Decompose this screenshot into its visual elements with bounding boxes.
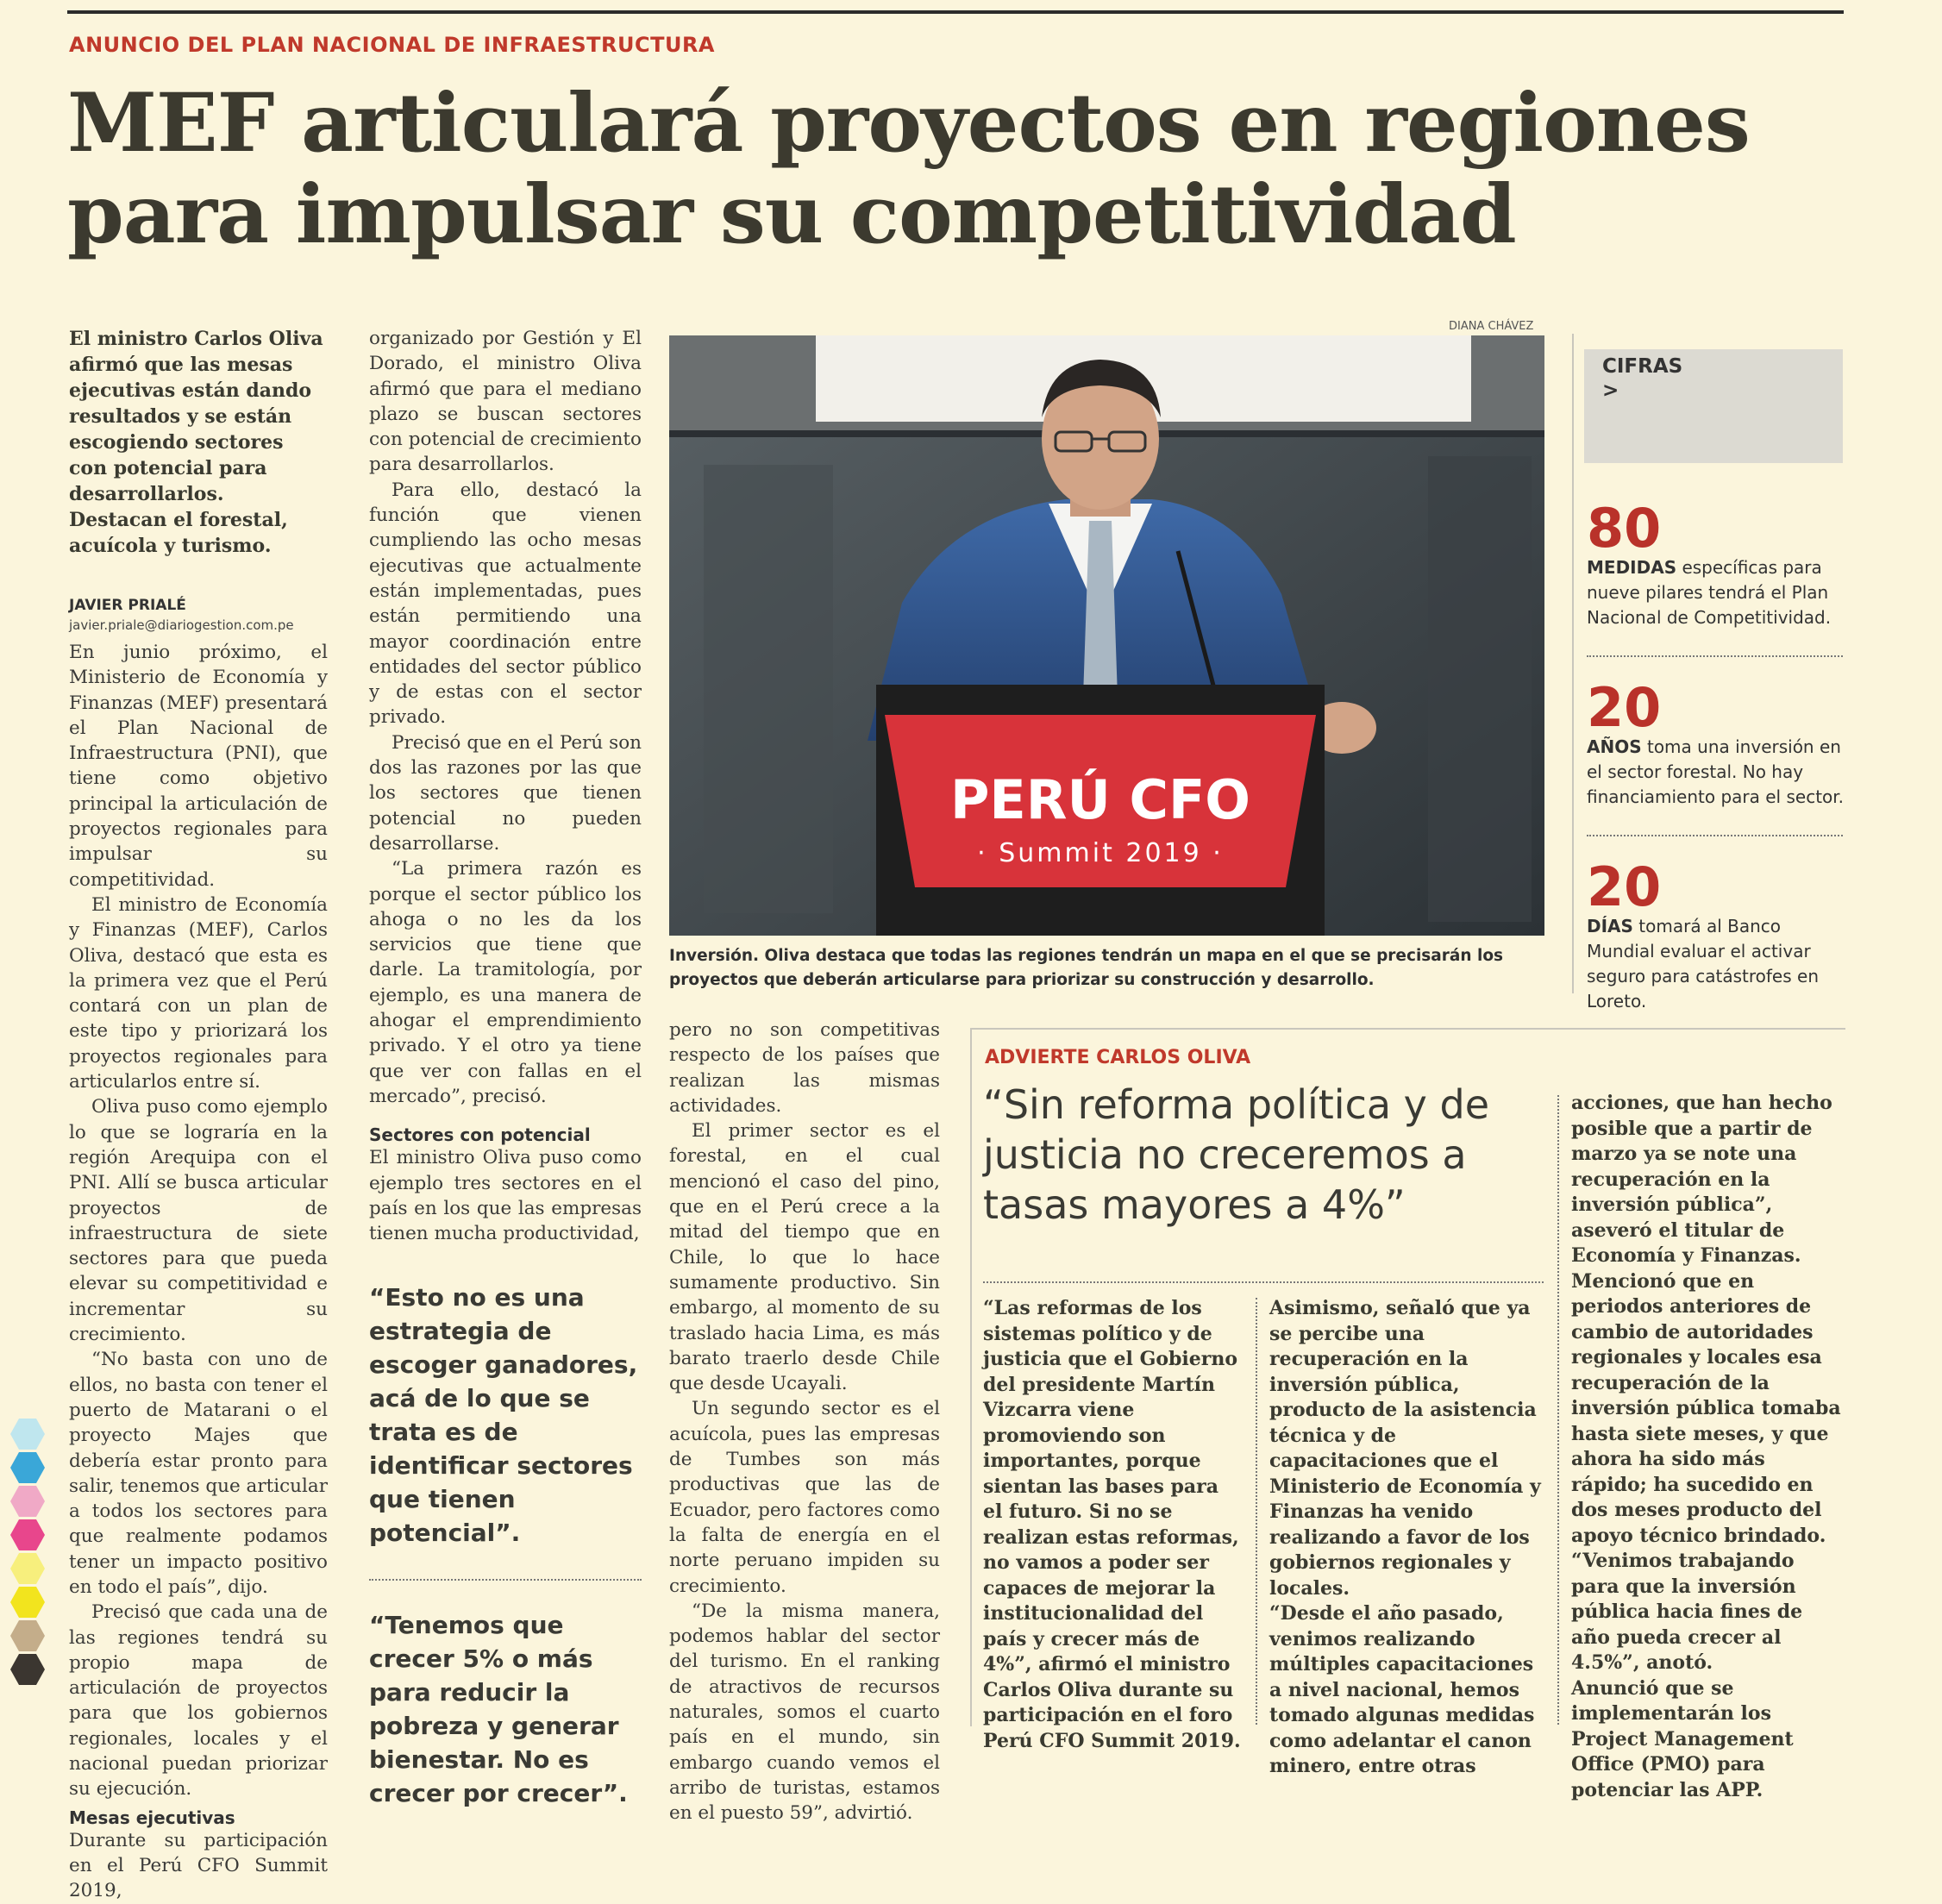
paragraph: organizado por Gestión y El Dorado, el ministro Oliva afirmó que para el mediano plazo se buscan sectores con potencial de crecimiento para desarrollarlos. — [369, 328, 642, 476]
pull-quote-1: “Esto no es una estrategia de escoger ganadores, acá de lo que se trata es de identificar sectores que tienen potencial”. — [369, 1283, 638, 1548]
subhead-sectores: Sectores con potencial — [369, 1124, 591, 1146]
paragraph: El ministro de Economía y Finanzas (MEF), Carlos Oliva, destacó que esta es la primera vez que el Perú contará con un plan de este tipo y priorizará los proyectos regionales para articularlos entre sí. — [69, 893, 328, 1093]
article-photo — [669, 335, 1544, 936]
paragraph: Durante su participación en el Perú CFO Summit 2019, — [69, 1829, 328, 1902]
stat-block — [1587, 676, 1845, 810]
box-column-3: acciones, que han hecho posible que a partir de marzo ya se note una recuperación en la inversión pública”, aseveró el titular de Economía y Finanzas. Mencionó que en periodos anteriores de cambio de autoridades regionales y locales esa recuperación de la inversión pública tomaba hasta siete meses, y que ahora ha sido más rápido; ha sucedido en dos meses producto del apoyo técnico brindado. “Venimos trabajando para que la inversión pública hacia fines de año pueda crecer al 4.5%”, anotó. Anunció que se implementarán los Project Management Office (PMO) para potenciar las APP. — [1571, 1092, 1841, 1801]
color-swatch — [10, 1519, 45, 1550]
color-swatch — [10, 1486, 45, 1517]
column-divider — [1557, 1095, 1559, 1725]
divider — [1587, 835, 1843, 836]
stat-block — [1587, 497, 1845, 630]
headline-line-1: MEF articulará proyectos en regiones — [67, 76, 1750, 171]
color-swatch — [10, 1452, 45, 1483]
paragraph: En junio próximo, el Ministerio de Economía y Finanzas (MEF) presentará el Plan Nacional de Infraestructura (PNI), que tiene como objetivo principal la articulación de proyectos regionales para impulsar su competitividad. — [69, 642, 328, 891]
box-left-rule — [970, 1028, 972, 1726]
box-top-rule — [970, 1028, 1845, 1030]
author-email: javier.priale@diariogestion.com.pe — [69, 617, 294, 633]
stat-number: 20 — [1587, 676, 1662, 739]
article-headline — [67, 78, 1878, 260]
photo-credit: DIANA CHÁVEZ — [1449, 320, 1534, 333]
divider — [983, 1281, 1544, 1283]
paragraph: “No basta con uno de ellos, no basta con tener el puerto de Matarani o el proyecto Majes que debería estar pronto para salir, tenemos que articular a todos los sectores para que realmente podamos tener un impacto positivo en todo el país”, dijo. — [69, 1349, 328, 1598]
paragraph: El primer sector es el forestal, en el cual mencionó el caso del pino, que en el Perú crece a la mitad del tiempo que en Chile, lo que lo hace sumamente productivo. Sin embargo, al momento de su traslado hacia Lima, es más barato traerlo desde Chile que desde Ucayali. — [669, 1120, 940, 1395]
chevron-right-icon: > — [1602, 379, 1619, 402]
pull-quote-2: “Tenemos que crecer 5% o más para reducir la pobreza y generar bienestar. No es crecer por crecer”. — [369, 1611, 628, 1808]
paragraph: El ministro Oliva puso como ejemplo tres sectores en el país en los que las empresas tienen mucha productividad, — [369, 1147, 642, 1245]
article-column-1 — [69, 326, 328, 1904]
headline-line-2: para impulsar su competitividad — [67, 167, 1516, 262]
box-column-1: “Las reformas de los sistemas político y de justicia que el Gobierno del presidente Martín Vizcarra viene promoviendo son importantes, porque sientan las bases para el futuro. Si no se realizan estas reformas, no vamos a poder ser capaces de mejorar la institucionalidad del país y crecer más de 4%”, afirmó el ministro Carlos Oliva durante su participación en el foro Perú CFO Summit 2019. — [983, 1297, 1241, 1752]
paragraph: Precisó que cada una de las regiones tendrá su propio mapa de articulación de proyectos para que los gobiernos regionales, locales y el nacional puedan priorizar su ejecución. — [69, 1601, 328, 1801]
caption-text: Oliva destaca que todas las regiones tendrán un mapa en el que se precisarán los proyectos que deberán articularse para priorizar su construcción y desarrollo. — [669, 947, 1504, 989]
color-swatch — [10, 1587, 45, 1618]
podium-subtitle: · Summit 2019 · — [977, 838, 1224, 868]
color-swatch — [10, 1654, 45, 1685]
paragraph: “De la misma manera, podemos hablar del sector del turismo. En el ranking de atractivos de recursos naturales, somos el cuarto país en el mundo, sin embargo cuando vemos el arribo de turistas, estamos en el puesto 59”, advirtió. — [669, 1600, 940, 1825]
box-column-2: Asimismo, señaló que ya se percibe una recuperación en la inversión pública, producto de la asistencia técnica y de capacitaciones que el Ministerio de Economía y Finanzas ha venido realizando a favor de los gobiernos regionales y locales. “Desde el año pasado, venimos realizando múltiples capacitaciones a nivel nacional, hemos tomado algunas medidas como adelantar el canon minero, entre otras — [1269, 1297, 1541, 1777]
photo-caption — [669, 944, 1549, 993]
color-swatch — [10, 1419, 45, 1450]
top-rule — [67, 10, 1844, 14]
divider — [369, 1579, 642, 1581]
sidebar-rule — [1572, 334, 1574, 993]
paragraph: Para ello, destacó la función que vienen cumpliendo las ocho mesas ejecutivas que actualmente están implementadas, pues están permitiendo una mayor coordinación entre entidades del sector público y de estas con el sector privado. — [369, 479, 642, 729]
column-divider — [1256, 1298, 1257, 1725]
divider — [1587, 655, 1843, 657]
color-swatches — [10, 1419, 45, 1688]
speaker-photo-illustration — [669, 335, 1544, 936]
article-column-2 — [369, 326, 642, 1810]
paragraph: Oliva puso como ejemplo lo que se lograría en la región Arequipa con el PNI. Allí se busca articular proyectos de infraestructura de siete sectores para que pueda elevar su competitividad e incrementar su crecimiento. — [69, 1096, 328, 1346]
stat-text: AÑOS toma una inversión en el sector forestal. No hay financiamiento para el sector. — [1587, 736, 1845, 807]
subhead-mesas: Mesas ejecutivas — [69, 1807, 235, 1828]
stat-number: 80 — [1587, 497, 1662, 560]
stat-text: MEDIDAS específicas para nueve pilares tendrá el Plan Nacional de Competitividad. — [1587, 557, 1832, 628]
byline: JAVIER PRIALÉ — [69, 597, 186, 614]
article-column-3 — [669, 1018, 940, 1826]
article-kicker: ANUNCIO DEL PLAN NACIONAL DE INFRAESTRUCTURA — [69, 33, 715, 57]
color-swatch — [10, 1553, 45, 1584]
stat-block — [1587, 855, 1845, 1014]
caption-label: Inversión. — [669, 947, 760, 965]
box-kicker: ADVIERTE CARLOS OLIVA — [985, 1047, 1251, 1068]
paragraph: “La primera razón es porque el sector público los ahoga o no les da los servicios que tiene que darle. La tramitología, por ejemplo, es una manera de ahogar el emprendimiento privado. Y el otro ya tiene que ver con fallas en el mercado”, precisó. — [369, 858, 642, 1107]
stat-text: DÍAS tomará al Banco Mundial evaluar el activar seguro para catástrofes en Loreto. — [1587, 916, 1819, 1012]
cifras-title: CIFRAS — [1602, 355, 1683, 378]
stat-number: 20 — [1587, 855, 1662, 918]
podium-title: PERÚ CFO — [949, 768, 1251, 831]
color-swatch — [10, 1620, 45, 1651]
article-lead: El ministro Carlos Oliva afirmó que las mesas ejecutivas están dando resultados y se están escogiendo sectores con potencial para desarrollarlos. Destacan el forestal, acuícola y turismo. — [69, 328, 323, 557]
paragraph: Un segundo sector es el acuícola, pues las empresas de Tumbes son más productivas que las de Ecuador, pero factores como la falta de energía en el norte peruano impiden su crecimiento. — [669, 1398, 940, 1597]
box-headline: “Sin reforma política y de justicia no creceremos a tasas mayores a 4%” — [983, 1081, 1490, 1228]
paragraph: Precisó que en el Perú son dos las razones por las que los sectores que tienen potencial no pueden desarrollarse. — [369, 731, 642, 855]
paragraph: pero no son competitivas respecto de los países que realizan las mismas actividades. — [669, 1019, 940, 1117]
